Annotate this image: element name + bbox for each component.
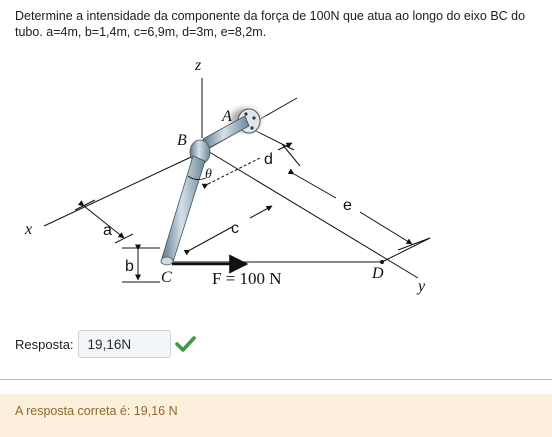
answer-input[interactable]: 19,16N [78, 330, 171, 358]
answer-label: Resposta: [15, 336, 74, 352]
label-d: d [264, 151, 273, 168]
label-e: e [343, 197, 352, 214]
axis-right [382, 238, 430, 262]
feedback-text: A resposta correta é: 19,16 N [15, 404, 178, 418]
label-B: B [177, 132, 187, 149]
answer-row [15, 329, 196, 359]
y-axis [206, 150, 418, 278]
question-text: Determine a intensidade da componente da força de 100N que atua ao longo do eixo BC do tubo. a=4m, b=1,4m, c=6,9m, d=3m, e=8,2m. [15, 9, 526, 39]
dimension-d [208, 143, 300, 184]
problem-diagram [0, 48, 552, 310]
label-a: a [103, 222, 112, 239]
label-b: b [125, 258, 134, 275]
divider [0, 379, 552, 380]
dimension-e [294, 174, 430, 250]
pipe-BC [162, 156, 205, 262]
label-y: y [418, 278, 426, 295]
label-C: C [161, 269, 172, 286]
label-D: D [372, 265, 384, 282]
pipe-end-C [161, 257, 173, 265]
label-c: c [231, 220, 239, 237]
label-A: A [222, 108, 232, 125]
label-theta: θ [205, 167, 212, 182]
label-x: x [25, 221, 33, 238]
correct-answer-feedback [0, 394, 552, 437]
label-z: z [195, 57, 202, 74]
force-label: F = 100 N [212, 269, 282, 288]
point-D [380, 260, 384, 264]
check-icon [174, 333, 196, 355]
